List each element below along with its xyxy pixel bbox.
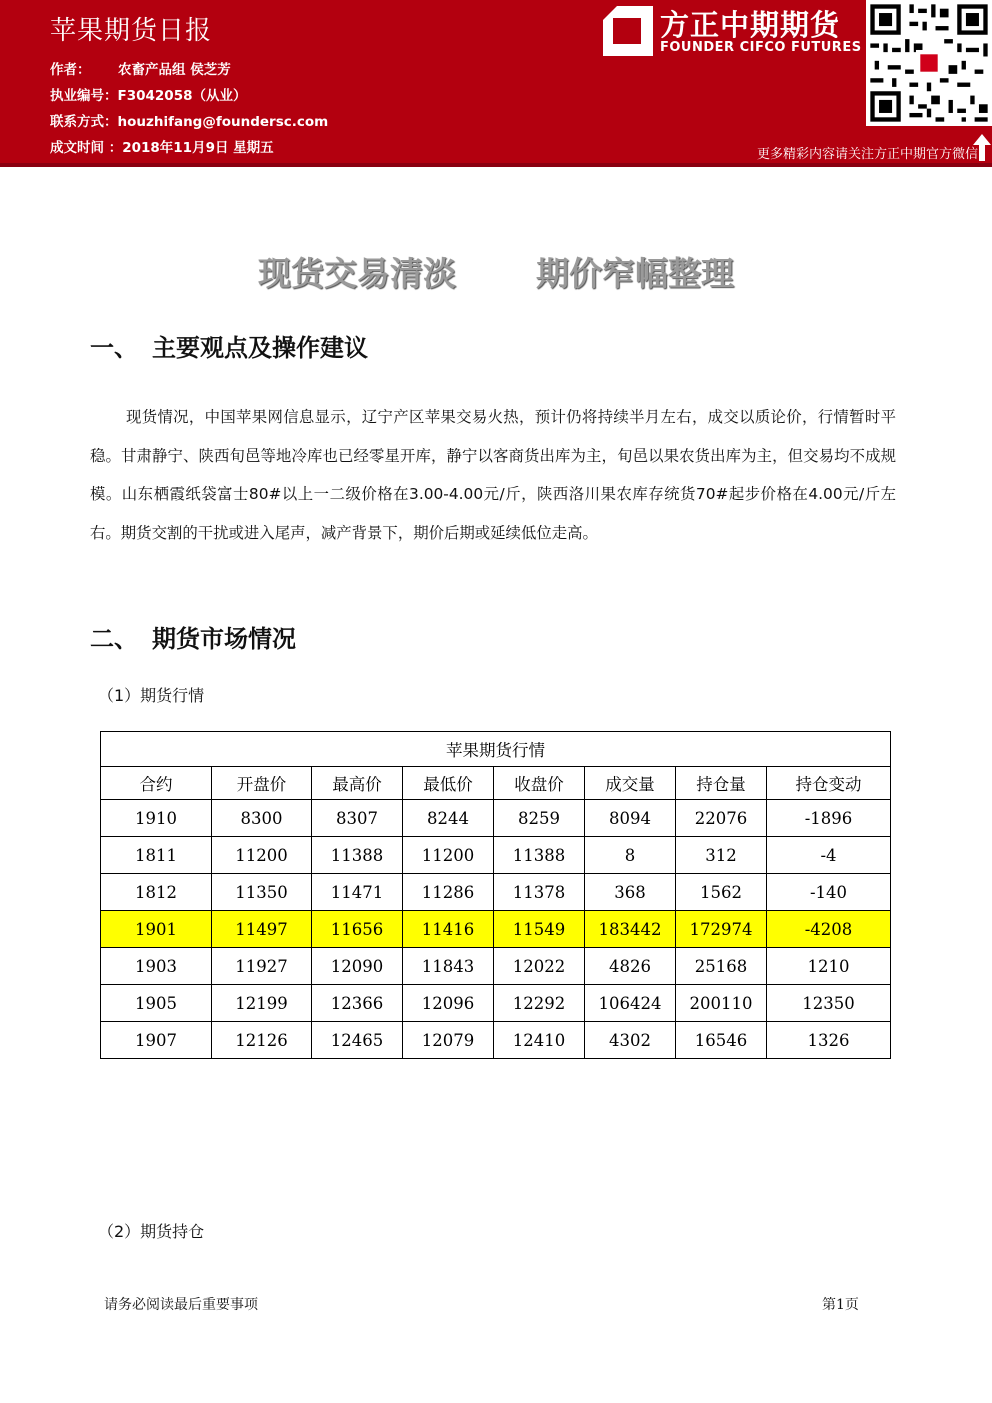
table-header-row: [101, 767, 891, 800]
section-title: 主要观点及操作建议: [152, 334, 368, 362]
contact-email[interactable]: houzhifang@foundersc.com: [117, 114, 329, 130]
section-heading-2: [90, 619, 296, 654]
table-cell: 1562: [676, 874, 767, 911]
table-cell: 8094: [585, 800, 676, 837]
table-cell: 11656: [312, 911, 403, 948]
table-cell: 11200: [212, 837, 312, 874]
table-cell: 11378: [494, 874, 585, 911]
report-title: 苹果期货日报: [50, 16, 213, 46]
table-cell: -4: [767, 837, 891, 874]
table-cell: 8300: [212, 800, 312, 837]
table-cell: 11497: [212, 911, 312, 948]
table-cell: 4302: [585, 1022, 676, 1059]
table-cell: 11549: [494, 911, 585, 948]
table-cell: -4208: [767, 911, 891, 948]
column-header: 开盘价: [212, 767, 312, 800]
wechat-qr-code-icon: [866, 0, 992, 126]
table-cell: 11927: [212, 948, 312, 985]
column-header: 收盘价: [494, 767, 585, 800]
table-row-highlighted: [101, 911, 891, 948]
headline: [0, 248, 992, 295]
table-cell: 12126: [212, 1022, 312, 1059]
table-row: [101, 1022, 891, 1059]
headline-part-1: 现货交易清淡: [258, 254, 456, 293]
table-row: [101, 837, 891, 874]
table-cell: 1811: [101, 837, 212, 874]
footer-notice: 请务必阅读最后重要事项: [104, 1297, 258, 1313]
license-line: [50, 84, 246, 104]
header-divider: [0, 163, 992, 167]
founder-logo-icon: [603, 6, 653, 56]
table-cell: -1896: [767, 800, 891, 837]
section-title: 期货市场情况: [152, 625, 296, 653]
license-value: F3042058（从业）: [117, 88, 247, 104]
table-cell: 1905: [101, 985, 212, 1022]
table-cell: 8: [585, 837, 676, 874]
table-cell: 312: [676, 837, 767, 874]
table-cell: 11388: [312, 837, 403, 874]
table-cell: 11471: [312, 874, 403, 911]
table-cell: 11200: [403, 837, 494, 874]
section-heading-1: [90, 328, 368, 363]
table-cell: 16546: [676, 1022, 767, 1059]
headline-part-2: 期价窄幅整理: [536, 254, 734, 293]
wechat-follow-note: 更多精彩内容请关注方正中期官方微信: [756, 147, 978, 162]
license-label: 执业编号：: [50, 88, 118, 104]
table-cell: 22076: [676, 800, 767, 837]
column-header: 最高价: [312, 767, 403, 800]
author-label: 作者：: [50, 62, 91, 78]
column-header: 成交量: [585, 767, 676, 800]
table-cell: 106424: [585, 985, 676, 1022]
table-cell: 12366: [312, 985, 403, 1022]
table-cell: 12292: [494, 985, 585, 1022]
column-header: 合约: [101, 767, 212, 800]
table-cell: 8259: [494, 800, 585, 837]
table-cell: 12090: [312, 948, 403, 985]
table-cell: 1901: [101, 911, 212, 948]
table-cell: 11286: [403, 874, 494, 911]
table-cell: 4826: [585, 948, 676, 985]
table-cell: 25168: [676, 948, 767, 985]
section-number: 一、: [90, 334, 138, 362]
column-header: 最低价: [403, 767, 494, 800]
table-cell: 1812: [101, 874, 212, 911]
table-cell: 12022: [494, 948, 585, 985]
contact-label: 联系方式：: [50, 114, 118, 130]
contact-line: [50, 110, 328, 130]
table-cell: 11416: [403, 911, 494, 948]
table-cell: 1903: [101, 948, 212, 985]
arrow-up-icon: [973, 134, 991, 161]
brand-name-en: FOUNDER CIFCO FUTURES: [660, 40, 862, 55]
table-cell: 172974: [676, 911, 767, 948]
table-cell: 8307: [312, 800, 403, 837]
date-line: [50, 136, 274, 156]
table-cell: 1910: [101, 800, 212, 837]
date-label: 成文时间 ：: [50, 140, 123, 156]
table-cell: -140: [767, 874, 891, 911]
table-cell: 12410: [494, 1022, 585, 1059]
table-cell: 12199: [212, 985, 312, 1022]
table-cell: 368: [585, 874, 676, 911]
market-summary-paragraph: 现货情况，中国苹果网信息显示，辽宁产区苹果交易火热，预计仍将持续半月左右，成交以质论价，行情暂时平稳。甘肃静宁、陕西旬邑等地冷库也已经零星开库，静宁以客商货出库为主，旬邑以果农货出库为主，但交易均不成规模。山东栖霞纸袋富士80#以上一二级价格在3.00-4.00元/斤，陕西洛川果农库存统货70#起步价格在4.00元/斤左右。期货交割的干扰或进入尾声，减产背景下，期价后期或延续低位走高。: [90, 408, 896, 542]
table-cell: 1326: [767, 1022, 891, 1059]
subsection-futures-quotes: （1）期货行情: [98, 686, 205, 705]
table-cell: 11350: [212, 874, 312, 911]
column-header: 持仓量: [676, 767, 767, 800]
table-cell: 183442: [585, 911, 676, 948]
table-cell: 12465: [312, 1022, 403, 1059]
table-cell: 11388: [494, 837, 585, 874]
table-cell: 1907: [101, 1022, 212, 1059]
apple-futures-table: [100, 731, 891, 1059]
table-cell: 12079: [403, 1022, 494, 1059]
date-value: 2018年11月9日 星期五: [122, 140, 274, 156]
brand-name-cn: 方正中期期货: [660, 8, 841, 42]
author-line: [50, 58, 231, 78]
section-number: 二、: [90, 625, 138, 653]
table-row: [101, 874, 891, 911]
table-cell: 12350: [767, 985, 891, 1022]
table-row: [101, 948, 891, 985]
column-header: 持仓变动: [767, 767, 891, 800]
table-cell: 8244: [403, 800, 494, 837]
subsection-futures-positions: （2）期货持仓: [98, 1222, 205, 1241]
table-cell: 12096: [403, 985, 494, 1022]
table-cell: 200110: [676, 985, 767, 1022]
table-caption: 苹果期货行情: [101, 732, 891, 767]
table-row: [101, 800, 891, 837]
table-cell: 11843: [403, 948, 494, 985]
table-cell: 1210: [767, 948, 891, 985]
table-row: [101, 985, 891, 1022]
page-number: 第1页: [822, 1297, 859, 1313]
author-value: 农畜产品组 侯芝芳: [118, 62, 231, 78]
